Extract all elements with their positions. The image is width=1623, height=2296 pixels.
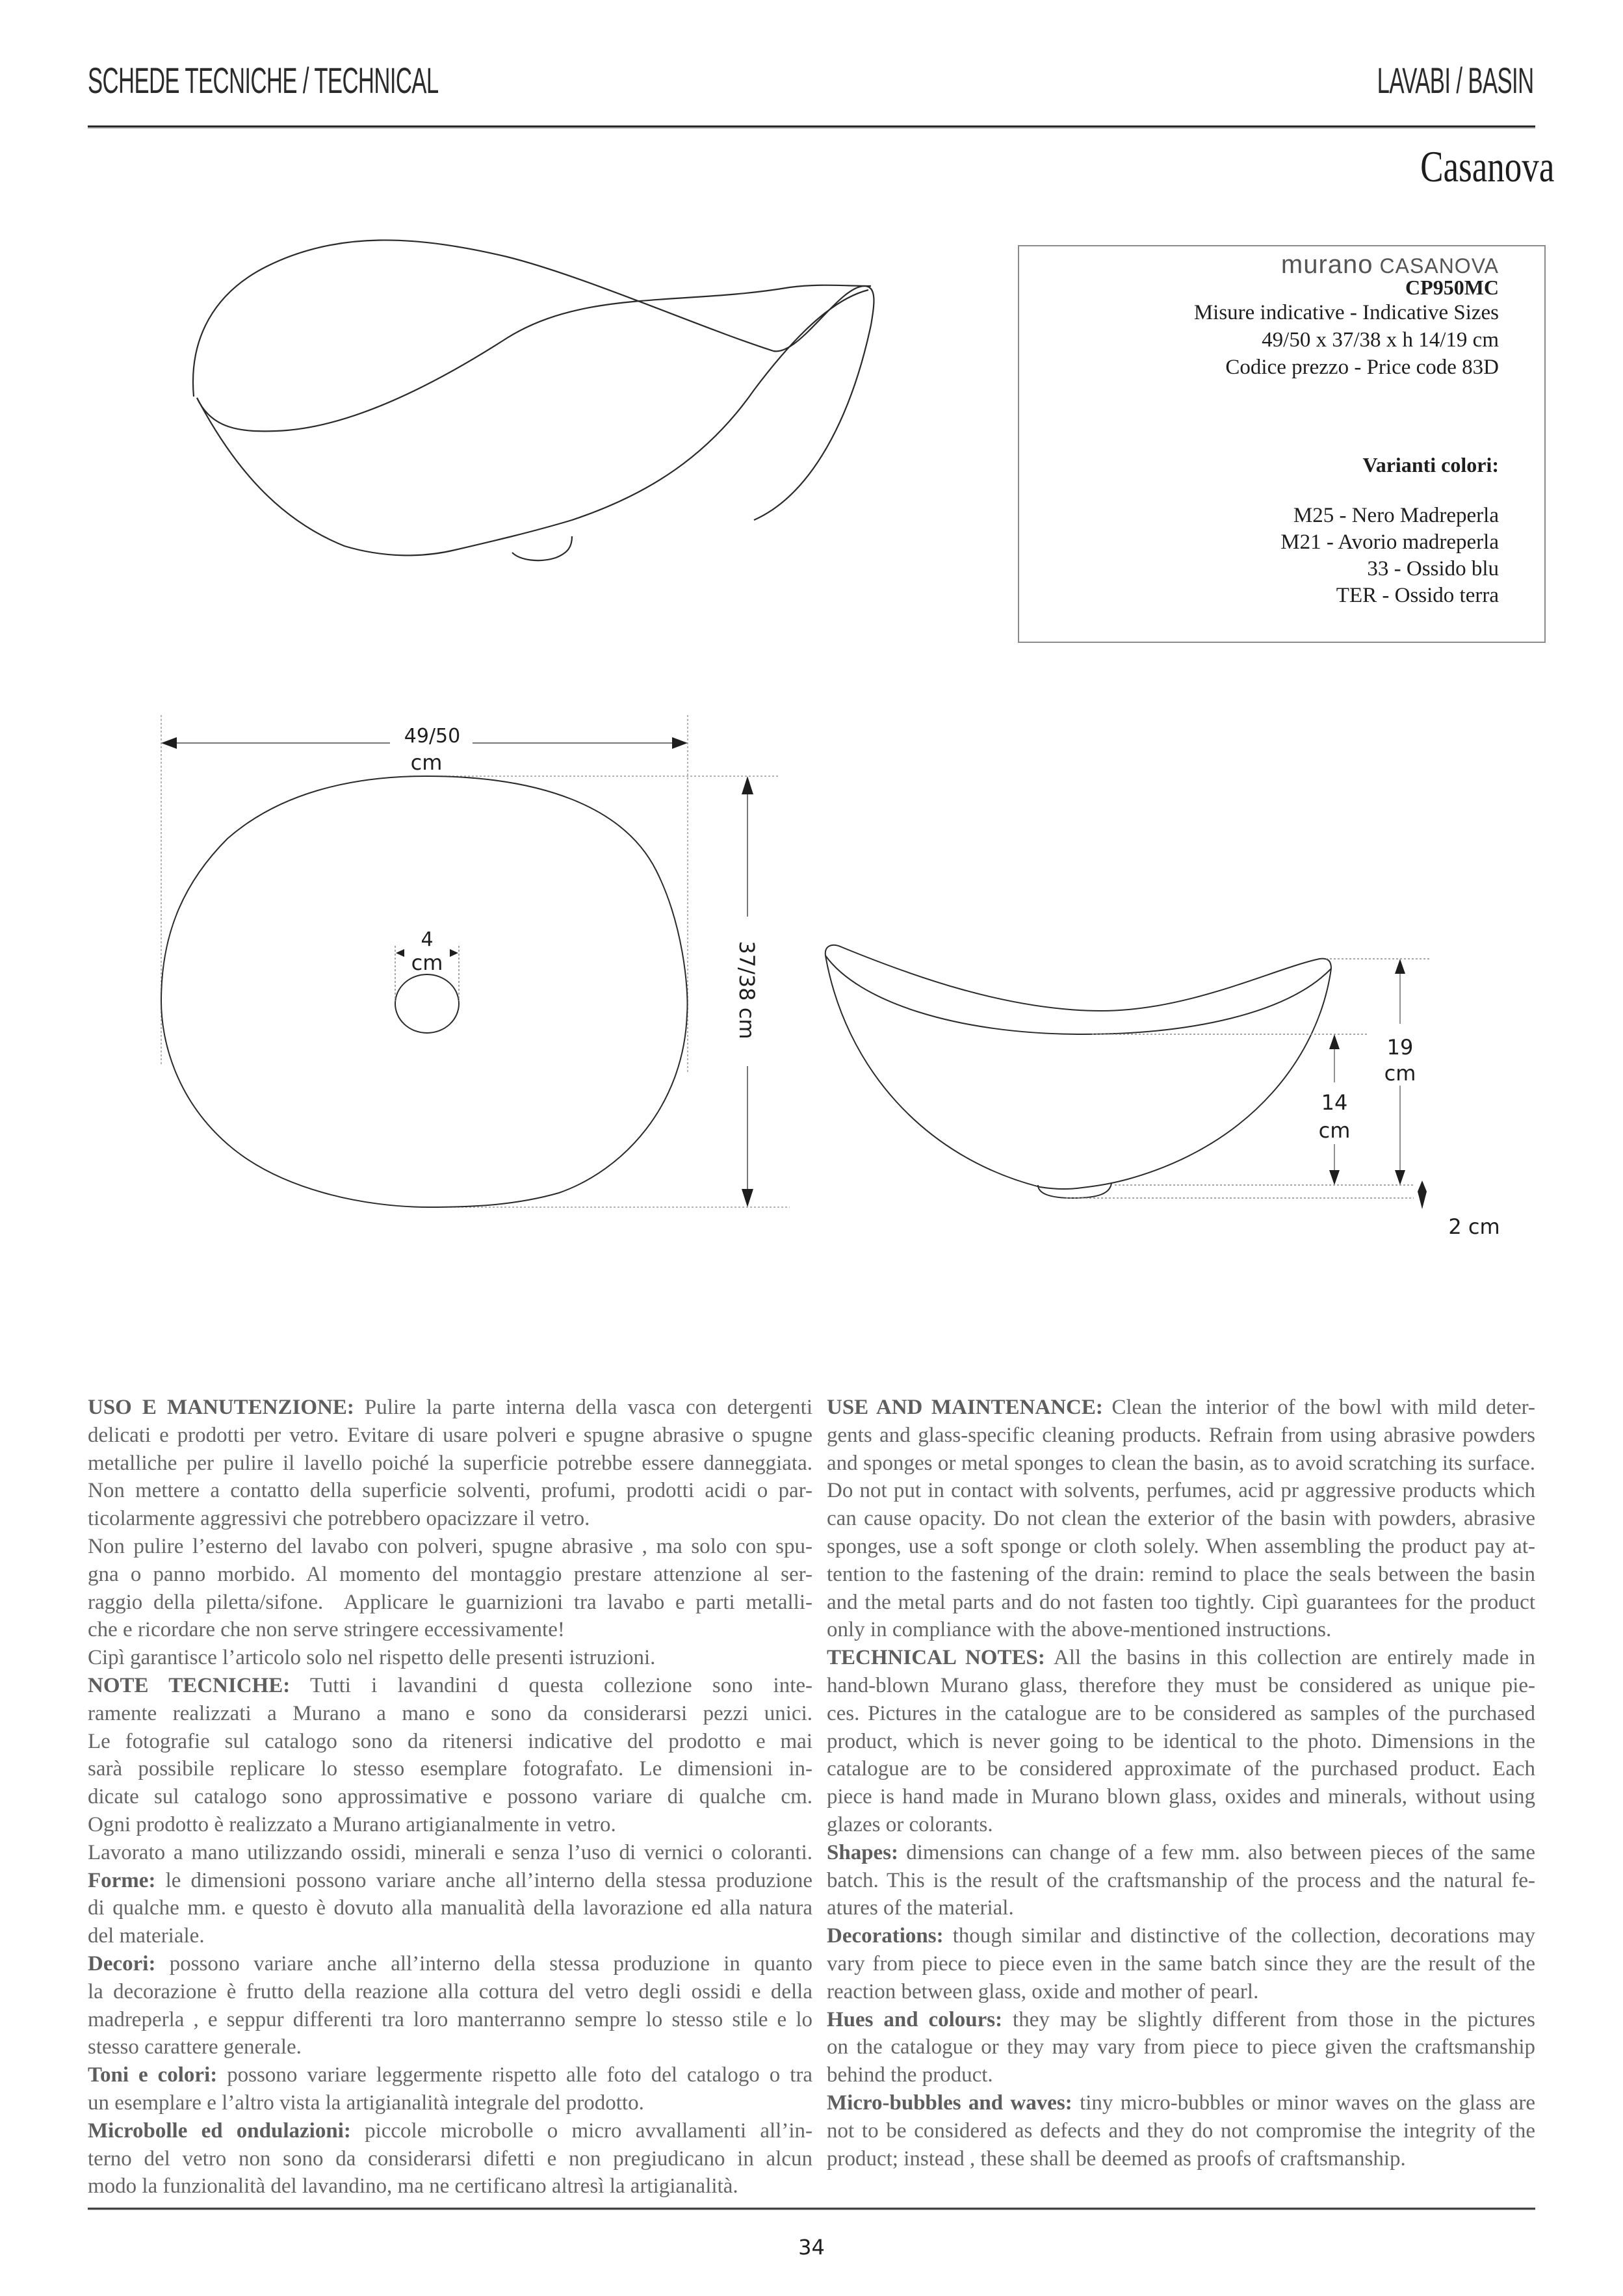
header-section-title: SCHEDE TECNICHE / TECHNICAL [88, 60, 439, 101]
text-line [88, 1783, 812, 1811]
drain-hole [395, 974, 459, 1033]
text-line [88, 1755, 812, 1783]
side-rim-outer [825, 945, 1331, 1011]
text-content: behind the product. [827, 2063, 993, 2087]
text-content: vary from piece to piece even in the same batch since they are the result of the [827, 1951, 1535, 1976]
text-content: on the catalogue or they may vary from piece to piece given the craftsmanship [827, 2035, 1535, 2059]
text-content: di qualche mm. e questo è dovuto alla manualità della lavorazione ed alla natura [88, 1896, 812, 1920]
text-content: delicati e prodotti per vetro. Evitare di usare polveri e spugne abrasive o spugne [88, 1423, 812, 1447]
arrowhead-right [672, 737, 688, 749]
maintenance-text-english [827, 1394, 1535, 2172]
text-content: hand-blown Murano glass, therefore they must be considered as unique pie- [827, 1673, 1535, 1697]
text-content: they may be slightly different from those in the pictures [1002, 2007, 1536, 2031]
text-line [827, 1672, 1535, 1700]
text-content: only in compliance with the above-mentioned instructions. [827, 1618, 1332, 1642]
text-content: madreperla , e seppur differenti tra loro manterranno sempre lo stesso stile e lo [88, 2007, 812, 2031]
perspective-rim-inner [197, 285, 871, 432]
text-content: la decorazione è frutto della reazione alla cottura del vetro degli ossidi e della [88, 1979, 812, 2003]
text-line [88, 1616, 812, 1644]
text-content: atures of the material. [827, 1896, 1014, 1920]
text-line [827, 1450, 1535, 1478]
text-content: Ogni prodotto è realizzato a Murano artigianalmente in vetro. [88, 1812, 616, 1836]
text-line [827, 2117, 1535, 2145]
section-heading: Hues and colours: [827, 2007, 1003, 2031]
text-content: sponges, use a soft sponge or cloth solely. When assembling the product pay at- [827, 1534, 1535, 1558]
text-content: un esemplare e l’altro vista la artigianalità integrale del prodotto. [88, 2091, 644, 2115]
top-view-drawing [161, 715, 790, 1207]
section-heading: Decorations: [827, 1924, 944, 1948]
text-content: though similar and distinctive of the collection, decorations may [943, 1924, 1535, 1948]
text-content: piece is hand made in Murano blown glass, oxides and minerals, without using [827, 1785, 1535, 1809]
header-category-title: LAVABI / BASIN [1377, 60, 1534, 101]
text-content: ticolarmente aggressivi che potrebbero opacizzare il vetro. [88, 1507, 590, 1531]
text-line [827, 1700, 1535, 1728]
text-line [88, 1672, 812, 1700]
text-content: del materiale. [88, 1924, 205, 1948]
height-min-arrowhead-up [1329, 1034, 1340, 1049]
text-line [827, 1755, 1535, 1783]
text-content: Non pulire l’esterno del lavabo con polveri, spugne abrasive , ma solo con spu- [88, 1534, 812, 1558]
side-rim-inner [825, 956, 1331, 1034]
height-min-arrowhead-down [1329, 1170, 1340, 1185]
section-heading: USE AND MAINTENANCE: [827, 1396, 1103, 1419]
text-content: Do not put in contact with solvents, perfumes, acid pr aggressive products which [827, 1479, 1535, 1503]
text-line [827, 1728, 1535, 1756]
brand-collection-name: CASANOVA [1379, 254, 1499, 278]
text-line [88, 1839, 812, 1867]
text-line [827, 1894, 1535, 1922]
section-heading: Micro-bubbles and waves: [827, 2091, 1072, 2115]
text-line [827, 2006, 1535, 2034]
text-line [827, 1477, 1535, 1505]
text-line [88, 2089, 812, 2117]
height-max-unit: cm [1384, 1061, 1416, 1086]
height-max-value: 19 [1386, 1035, 1414, 1060]
text-line [827, 1950, 1535, 1978]
arrowhead-left [161, 737, 177, 749]
text-content: modo la funzionalità del lavandino, ma ne certificano altresì la artigianalità. [88, 2174, 738, 2198]
sizes-value: 49/50 x 37/38 x h 14/19 cm [1262, 328, 1499, 352]
text-content: Non mettere a contatto della superficie solventi, profumi, prodotti acidi o par- [88, 1479, 812, 1503]
variant-item: TER - Ossido terra [1336, 584, 1499, 607]
basin-top-outline [161, 776, 687, 1207]
text-line [88, 1561, 812, 1589]
text-content: dimensions can change of a few mm. also between pieces of the same [898, 1840, 1535, 1864]
height-max-arrowhead-down [1395, 1170, 1405, 1185]
text-line [88, 2006, 812, 2034]
text-line [88, 2061, 812, 2089]
section-heading: NOTE TECNICHE: [88, 1673, 291, 1697]
text-line [88, 1533, 812, 1561]
brand-logo-mark: murano [1280, 250, 1373, 279]
text-content: tention to the fastening of the drain: remind to place the seals between the basin [827, 1562, 1535, 1586]
sizes-label: Misure indicative - Indicative Sizes [1193, 301, 1499, 324]
arrowhead-up [742, 776, 753, 794]
text-line [827, 1422, 1535, 1450]
text-line [827, 1616, 1535, 1644]
text-line [88, 1394, 812, 1422]
side-view-drawing [825, 945, 1500, 1239]
text-content: catalogue are to be considered approximate of the purchased product. Each [827, 1757, 1535, 1781]
text-content: and sponges or metal sponges to clean the basin, as to avoid scratching its surface. [827, 1451, 1535, 1475]
text-content: and the metal parts and do not fasten too tightly. Cipì guarantees for the product [827, 1590, 1535, 1614]
section-heading: Shapes: [827, 1840, 899, 1864]
text-line [88, 2172, 812, 2200]
side-drain-foot [1038, 1183, 1111, 1198]
variant-item: M21 - Avorio madreperla [1280, 530, 1499, 554]
text-line [827, 1644, 1535, 1672]
text-content: Cipì garantisce l’articolo solo nel rispetto delle presenti istruzioni. [88, 1646, 656, 1670]
maintenance-text-italian [88, 1394, 812, 2200]
text-content: Pulire la parte interna della vasca con detergenti [354, 1396, 813, 1419]
text-line [827, 1922, 1535, 1950]
arrowhead-down [742, 1189, 753, 1207]
product-code: CP950MC [1405, 276, 1499, 299]
text-line [827, 1589, 1535, 1617]
text-content: metalliche per pulire il lavello poiché la superficie potrebbe essere danneggiata. [88, 1451, 812, 1475]
variant-item: 33 - Ossido blu [1367, 557, 1499, 581]
text-content: terno del vetro non sono da considerarsi difetti e non pregiudicano in alcun [88, 2146, 812, 2171]
text-content: All the basins in this collection are entirely made in [1045, 1646, 1536, 1670]
text-line [88, 1894, 812, 1922]
text-content: glazes or colorants. [827, 1812, 993, 1836]
perspective-rim-outer [193, 240, 874, 520]
height-max-arrowhead-up [1395, 959, 1405, 974]
price-code: Codice prezzo - Price code 83D [1225, 356, 1499, 379]
product-title: Casanova [1420, 142, 1554, 191]
drain-value: 4 [421, 928, 434, 951]
text-line [827, 1533, 1535, 1561]
text-line [88, 2117, 812, 2145]
text-line [88, 1505, 812, 1533]
text-line [88, 1450, 812, 1478]
text-content: Tutti i lavandini d questa collezione sono inte- [290, 1673, 813, 1697]
section-heading: Forme: [88, 1868, 156, 1892]
foot-height-arrow [1418, 1181, 1427, 1209]
text-content: product; instead , these shall be deemed as proofs of craftsmanship. [827, 2146, 1406, 2171]
text-line [827, 1505, 1535, 1533]
variants-title: Varianti colori: [1362, 453, 1499, 476]
perspective-drain-foot [512, 536, 572, 560]
text-line [827, 1394, 1535, 1422]
text-line [827, 1839, 1535, 1867]
text-content: Clean the interior of the bowl with mild deter- [1102, 1396, 1535, 1419]
text-line [827, 1811, 1535, 1839]
drain-arrowhead-right [450, 949, 458, 957]
text-line [88, 1811, 812, 1839]
text-line [827, 1978, 1535, 2006]
text-content: sarà possibile replicare lo stesso esemplare fotografato. Le dimensioni in- [88, 1757, 812, 1781]
text-content: Lavorato a mano utilizzando ossidi, minerali e senza l’uso di vernici o coloranti. [88, 1840, 812, 1864]
text-content: not to be considered as defects and they do not compromise the integrity of the [827, 2119, 1535, 2143]
variant-item: M25 - Nero Madreperla [1293, 504, 1499, 527]
text-content: stesso carattere generale. [88, 2035, 302, 2059]
text-content: gna o panno morbido. Al momento del montaggio prestare attenzione al ser- [88, 1562, 812, 1586]
text-line [88, 2145, 812, 2173]
text-line [88, 1422, 812, 1450]
text-content: che e ricordare che non serve stringere eccessivamente! [88, 1618, 565, 1642]
text-content: can cause opacity. Do not clean the exterior of the basin with powders, abrasive [827, 1507, 1535, 1531]
section-heading: USO E MANUTENZIONE: [88, 1396, 354, 1419]
text-line [88, 1700, 812, 1728]
text-content: dicate sul catalogo sono approssimative e possono variare di qualche cm. [88, 1785, 812, 1809]
text-content: piccole microbolle o micro avvallamenti all’in- [350, 2119, 812, 2143]
brand-logo [1281, 252, 1499, 278]
text-line [88, 1978, 812, 2006]
depth-label: 37/38 cm [734, 941, 759, 1039]
text-line [827, 1783, 1535, 1811]
text-line [88, 1589, 812, 1617]
drain-arrowhead-left [396, 949, 404, 957]
width-value: 49/50 [404, 725, 461, 748]
text-line [827, 2033, 1535, 2061]
text-line [827, 1561, 1535, 1589]
page-number: 34 [798, 2235, 825, 2260]
text-line [827, 2061, 1535, 2089]
text-line [827, 2145, 1535, 2173]
width-unit: cm [410, 750, 443, 775]
text-line [88, 1477, 812, 1505]
header-divider [88, 125, 1535, 127]
text-content: ramente realizzati a Murano a mano e sono da considerarsi pezzi unici. [88, 1701, 812, 1725]
section-heading: Toni e colori: [88, 2063, 218, 2087]
perspective-bowl-outline [197, 290, 868, 555]
text-content: Le fotografie sul catalogo sono da ritenersi indicative del prodotto e mai [88, 1729, 812, 1753]
section-heading: Decori: [88, 1951, 156, 1976]
text-content: raggio della piletta/sifone. Applicare le guarnizioni tra lavabo e parti metalli- [88, 1590, 812, 1614]
perspective-view-drawing [193, 240, 874, 560]
text-content: tiny micro-bubbles or minor waves on the glass are [1072, 2091, 1536, 2115]
text-content: reaction between glass, oxide and mother of pearl. [827, 1979, 1259, 2003]
text-content: le dimensioni possono variare anche all’interno della stessa produzione [155, 1868, 812, 1892]
text-line [827, 2089, 1535, 2117]
section-heading: TECHNICAL NOTES: [827, 1646, 1045, 1670]
text-content: product, which is never going to be identical to the photo. Dimensions in the [827, 1729, 1535, 1753]
text-content: possono variare anche all’interno della stessa produzione in quanto [155, 1951, 812, 1976]
height-min-value: 14 [1321, 1090, 1348, 1115]
text-line [88, 1867, 812, 1895]
text-content: gents and glass-specific cleaning products. Refrain from using abrasive powders [827, 1423, 1535, 1447]
drain-unit: cm [411, 950, 443, 975]
product-info-box [1018, 245, 1546, 643]
text-line [88, 2033, 812, 2061]
section-heading: Microbolle ed ondulazioni: [88, 2119, 351, 2143]
text-line [88, 1950, 812, 1978]
text-line [88, 1644, 812, 1672]
text-line [827, 1867, 1535, 1895]
footer-divider [88, 2208, 1535, 2210]
text-line [88, 1728, 812, 1756]
text-line [88, 1922, 812, 1950]
foot-height-label: 2 cm [1448, 1214, 1500, 1239]
side-bowl-outline [825, 956, 1331, 1189]
height-min-unit: cm [1318, 1118, 1351, 1143]
text-content: batch. This is the result of the craftsmanship of the process and the natural fe- [827, 1868, 1535, 1892]
text-content: ces. Pictures in the catalogue are to be considered as samples of the purchased [827, 1701, 1535, 1725]
text-content: possono variare leggermente rispetto alle foto del catalogo o tra [217, 2063, 813, 2087]
